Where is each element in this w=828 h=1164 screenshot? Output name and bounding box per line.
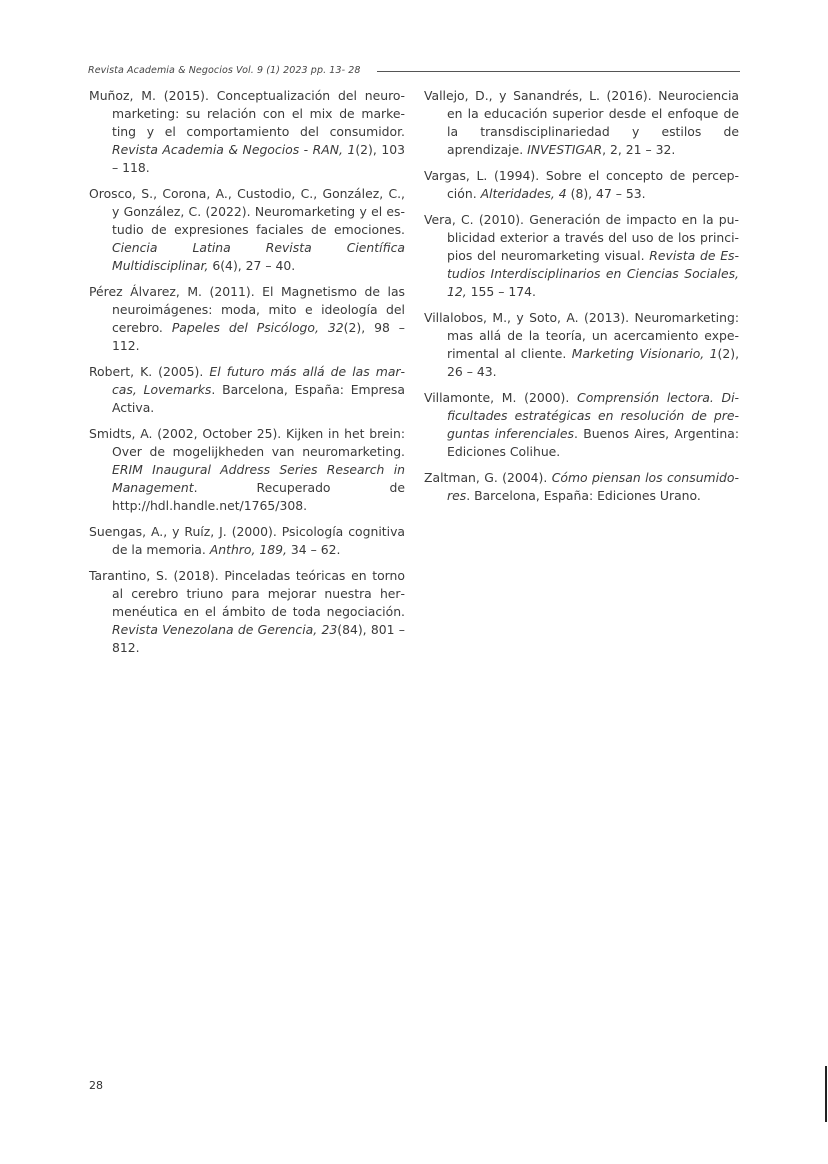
running-header [88, 58, 740, 76]
reference-entry: Suengas, A., y Ruíz, J. (2000). Psicología cognitiva de la memoria. Anthro, 189, 34 – 62. [89, 524, 405, 557]
reference-entry: Vera, C. (2010). Generación de impacto en la publicidad exterior a través del uso de los principios del neuromarketing visual. Revista de Estudios Interdisciplinarios en Ciencias Sociales, 12, 155 – 174. [424, 212, 739, 299]
header-rule [377, 71, 740, 72]
reference-entry: Tarantino, S. (2018). Pinceladas teóricas en torno al cerebro triuno para mejorar nuestra hermenéutica en el ámbito de toda negociación. Revista Venezolana de Gerencia, 23(84), 801 – 812. [89, 568, 405, 655]
reference-entry: Villalobos, M., y Soto, A. (2013). Neuromarketing: mas allá de la teoría, un acercamiento experimental al cliente. Marketing Visionario, 1(2), 26 – 43. [424, 310, 740, 379]
reference-entry: Vargas, L. (1994). Sobre el concepto de percepción. Alteridades, 4 (8), 47 – 53. [424, 168, 739, 201]
page-edge-mark [825, 1066, 827, 1122]
references-column-left [89, 87, 405, 665]
reference-entry: Muñoz, M. (2015). Conceptualización del neuromarketing: su relación con el mix de marketing y el comportamiento del consumidor. Revista Academia & Negocios - RAN, 1(2), 103 – 118. [89, 88, 405, 175]
journal-running-title: Revista Academia & Negocios Vol. 9 (1) 2023 pp. 13- 28 [88, 65, 361, 76]
reference-entry: Zaltman, G. (2004). Cómo piensan los consumidores. Barcelona, España: Ediciones Urano. [424, 470, 739, 503]
references-column-right [424, 87, 739, 513]
reference-entry: Villamonte, M. (2000). Comprensión lectora. Dificultades estratégicas en resolución de preguntas inferenciales. Buenos Aires, Argentina: Ediciones Colihue. [424, 390, 740, 459]
page-number: 28 [89, 1079, 103, 1092]
reference-entry: Smidts, A. (2002, October 25). Kijken in het brein: Over de mogelijkheden van neuromarketing. ERIM Inaugural Address Series Research in Management. Recuperado de http://hdl.handle.net/1765/308. [89, 426, 405, 513]
reference-entry: Vallejo, D., y Sanandrés, L. (2016). Neurociencia en la educación superior desde el enfoque de la transdisciplinariedad y estilos de aprendizaje. INVESTIGAR, 2, 21 – 32. [424, 88, 739, 157]
reference-entry: Pérez Álvarez, M. (2011). El Magnetismo de las neuroimágenes: moda, mito e ideología del cerebro. Papeles del Psicólogo, 32(2), 98 – 112. [89, 284, 405, 353]
reference-entry: Robert, K. (2005). El futuro más allá de las marcas, Lovemarks. Barcelona, España: Empresa Activa. [89, 364, 405, 415]
reference-entry: Orosco, S., Corona, A., Custodio, C., González, C., y González, C. (2022). Neuromarketing y el estudio de expresiones faciales de emociones. Ciencia Latina Revista Científica Multidisciplinar, 6(4), 27 – 40. [89, 186, 405, 273]
